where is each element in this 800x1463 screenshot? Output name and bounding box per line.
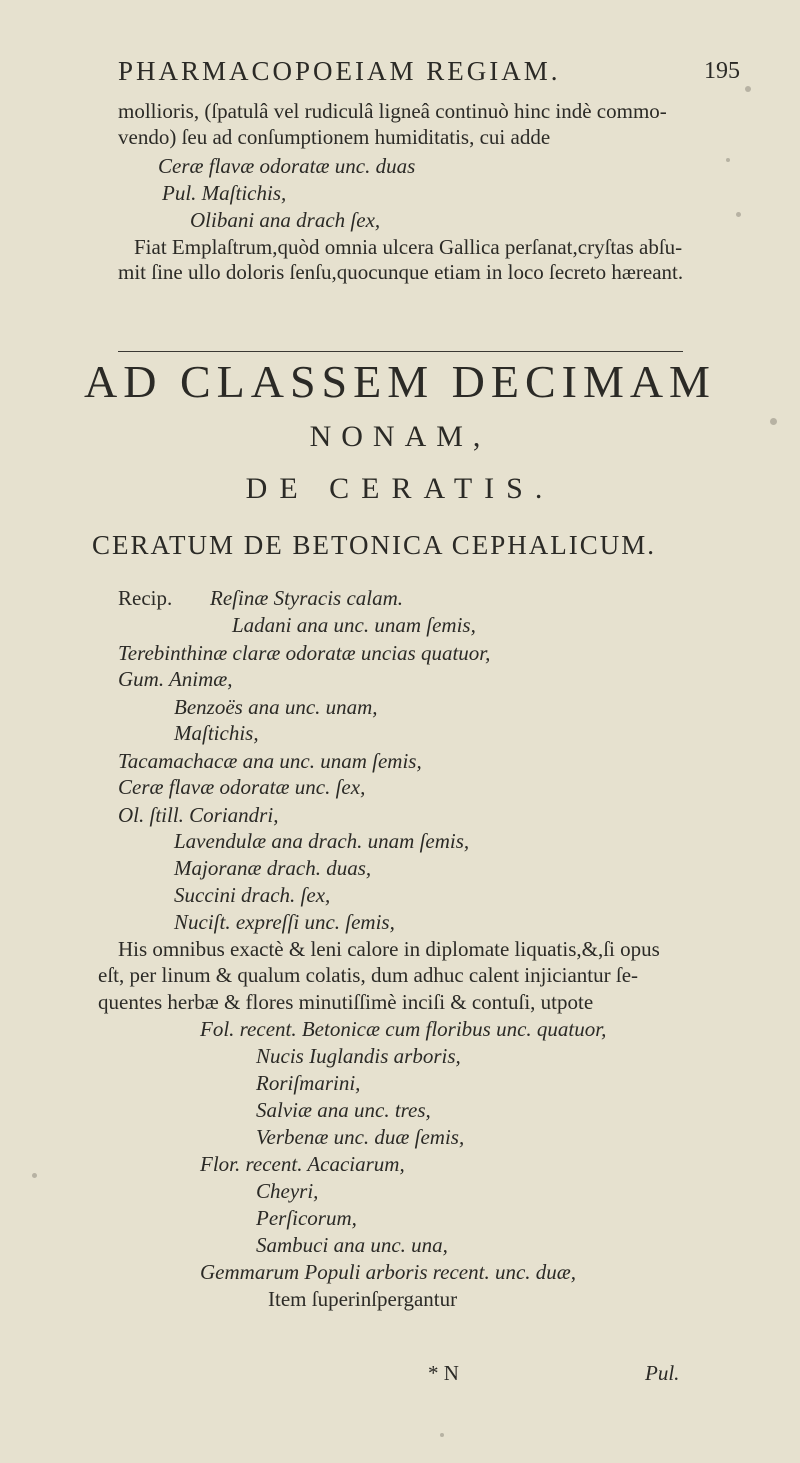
page-number: 195: [704, 58, 740, 84]
ingredient: Tacamachacæ ana unc. unam ſemis,: [118, 749, 422, 773]
herb: Gemmarum Populi arboris recent. unc. duæ,: [200, 1260, 577, 1284]
section-heading: AD CLASSEM DECIMAM: [84, 356, 716, 407]
ingredient: Ladani ana unc. unam ſemis,: [232, 613, 476, 637]
ingredient: Nuciſt. expreſſi unc. ſemis,: [174, 910, 395, 934]
ingredient: Benzoës ana unc. unam,: [174, 695, 378, 719]
herb: Roriſmarini,: [256, 1071, 361, 1095]
catchword: Pul.: [645, 1361, 680, 1385]
page-header: [118, 56, 740, 96]
instruction-line: eſt, per linum & qualum colatis, dum adhuc calent injiciantur ſe-: [98, 963, 639, 987]
ingredient: Reſinæ Styracis calam.: [210, 586, 404, 610]
ingredient: Lavendulæ ana drach. unam ſemis,: [174, 829, 470, 853]
section-subheading: NONAM,: [309, 420, 491, 453]
intro-ingredient: Pul. Maſtichis,: [162, 181, 287, 205]
herb: Item ſuperinſpergantur: [268, 1287, 458, 1311]
recip-label: Recip.: [118, 586, 173, 610]
closing-line: mit ſine ullo doloris ſenſu,quocunque etiam in loco ſecreto hæreant.: [118, 260, 684, 284]
herb: Salviæ ana unc. tres,: [256, 1098, 431, 1122]
running-title: PHARMACOPOEIAM REGIAM.: [118, 56, 561, 86]
herb: Cheyri,: [256, 1179, 319, 1203]
section-rule: [118, 351, 683, 352]
ingredient: Majoranæ drach. duas,: [174, 856, 372, 880]
intro-ingredient: Olibani ana drach ſex,: [190, 208, 381, 232]
herb: Sambuci ana unc. una,: [256, 1233, 448, 1257]
intro-line: mollioris, (ſpatulâ vel rudiculâ ligneâ continuò hinc indè commo-: [118, 99, 667, 123]
herb: Fol. recent. Betonicæ cum floribus unc. quatuor,: [200, 1017, 607, 1041]
section-topic: DE CERATIS.: [245, 472, 555, 505]
ingredient: Succini drach. ſex,: [174, 883, 331, 907]
herb: Verbenæ unc. duæ ſemis,: [256, 1125, 465, 1149]
signature-mark: * N: [428, 1361, 459, 1385]
ingredient: Ol. ſtill. Coriandri,: [118, 803, 279, 827]
ingredient: Terebinthinæ claræ odoratæ uncias quatuor,: [118, 641, 491, 665]
herb: Nucis Iuglandis arboris,: [256, 1044, 461, 1068]
intro-ingredient: Ceræ flavæ odoratæ unc. duas: [158, 154, 416, 178]
foxing-spot: [736, 212, 741, 217]
intro-line: vendo) ſeu ad conſumptionem humiditatis, cui adde: [118, 125, 551, 149]
closing-line: Fiat Emplaſtrum,quòd omnia ulcera Gallica perſanat,cryſtas abſu-: [134, 235, 683, 259]
foxing-spot: [770, 418, 777, 425]
foxing-spot: [440, 1433, 444, 1437]
instruction-line: His omnibus exactè & leni calore in diplomate liquatis,&,ſi opus: [118, 937, 660, 961]
recipe-title: CERATUM DE BETONICA CEPHALICUM.: [92, 530, 657, 560]
ingredient: Ceræ flavæ odoratæ unc. ſex,: [118, 775, 366, 799]
herb: Flor. recent. Acaciarum,: [200, 1152, 405, 1176]
herb: Perſicorum,: [256, 1206, 357, 1230]
foxing-spot: [32, 1173, 37, 1178]
foxing-spot: [726, 158, 730, 162]
instruction-line: quentes herbæ & flores minutiſſimè inciſi & contuſi, utpote: [98, 990, 594, 1014]
ingredient: Maſtichis,: [174, 721, 259, 745]
foxing-spot: [745, 86, 751, 92]
ingredient: Gum. Animæ,: [118, 667, 233, 691]
